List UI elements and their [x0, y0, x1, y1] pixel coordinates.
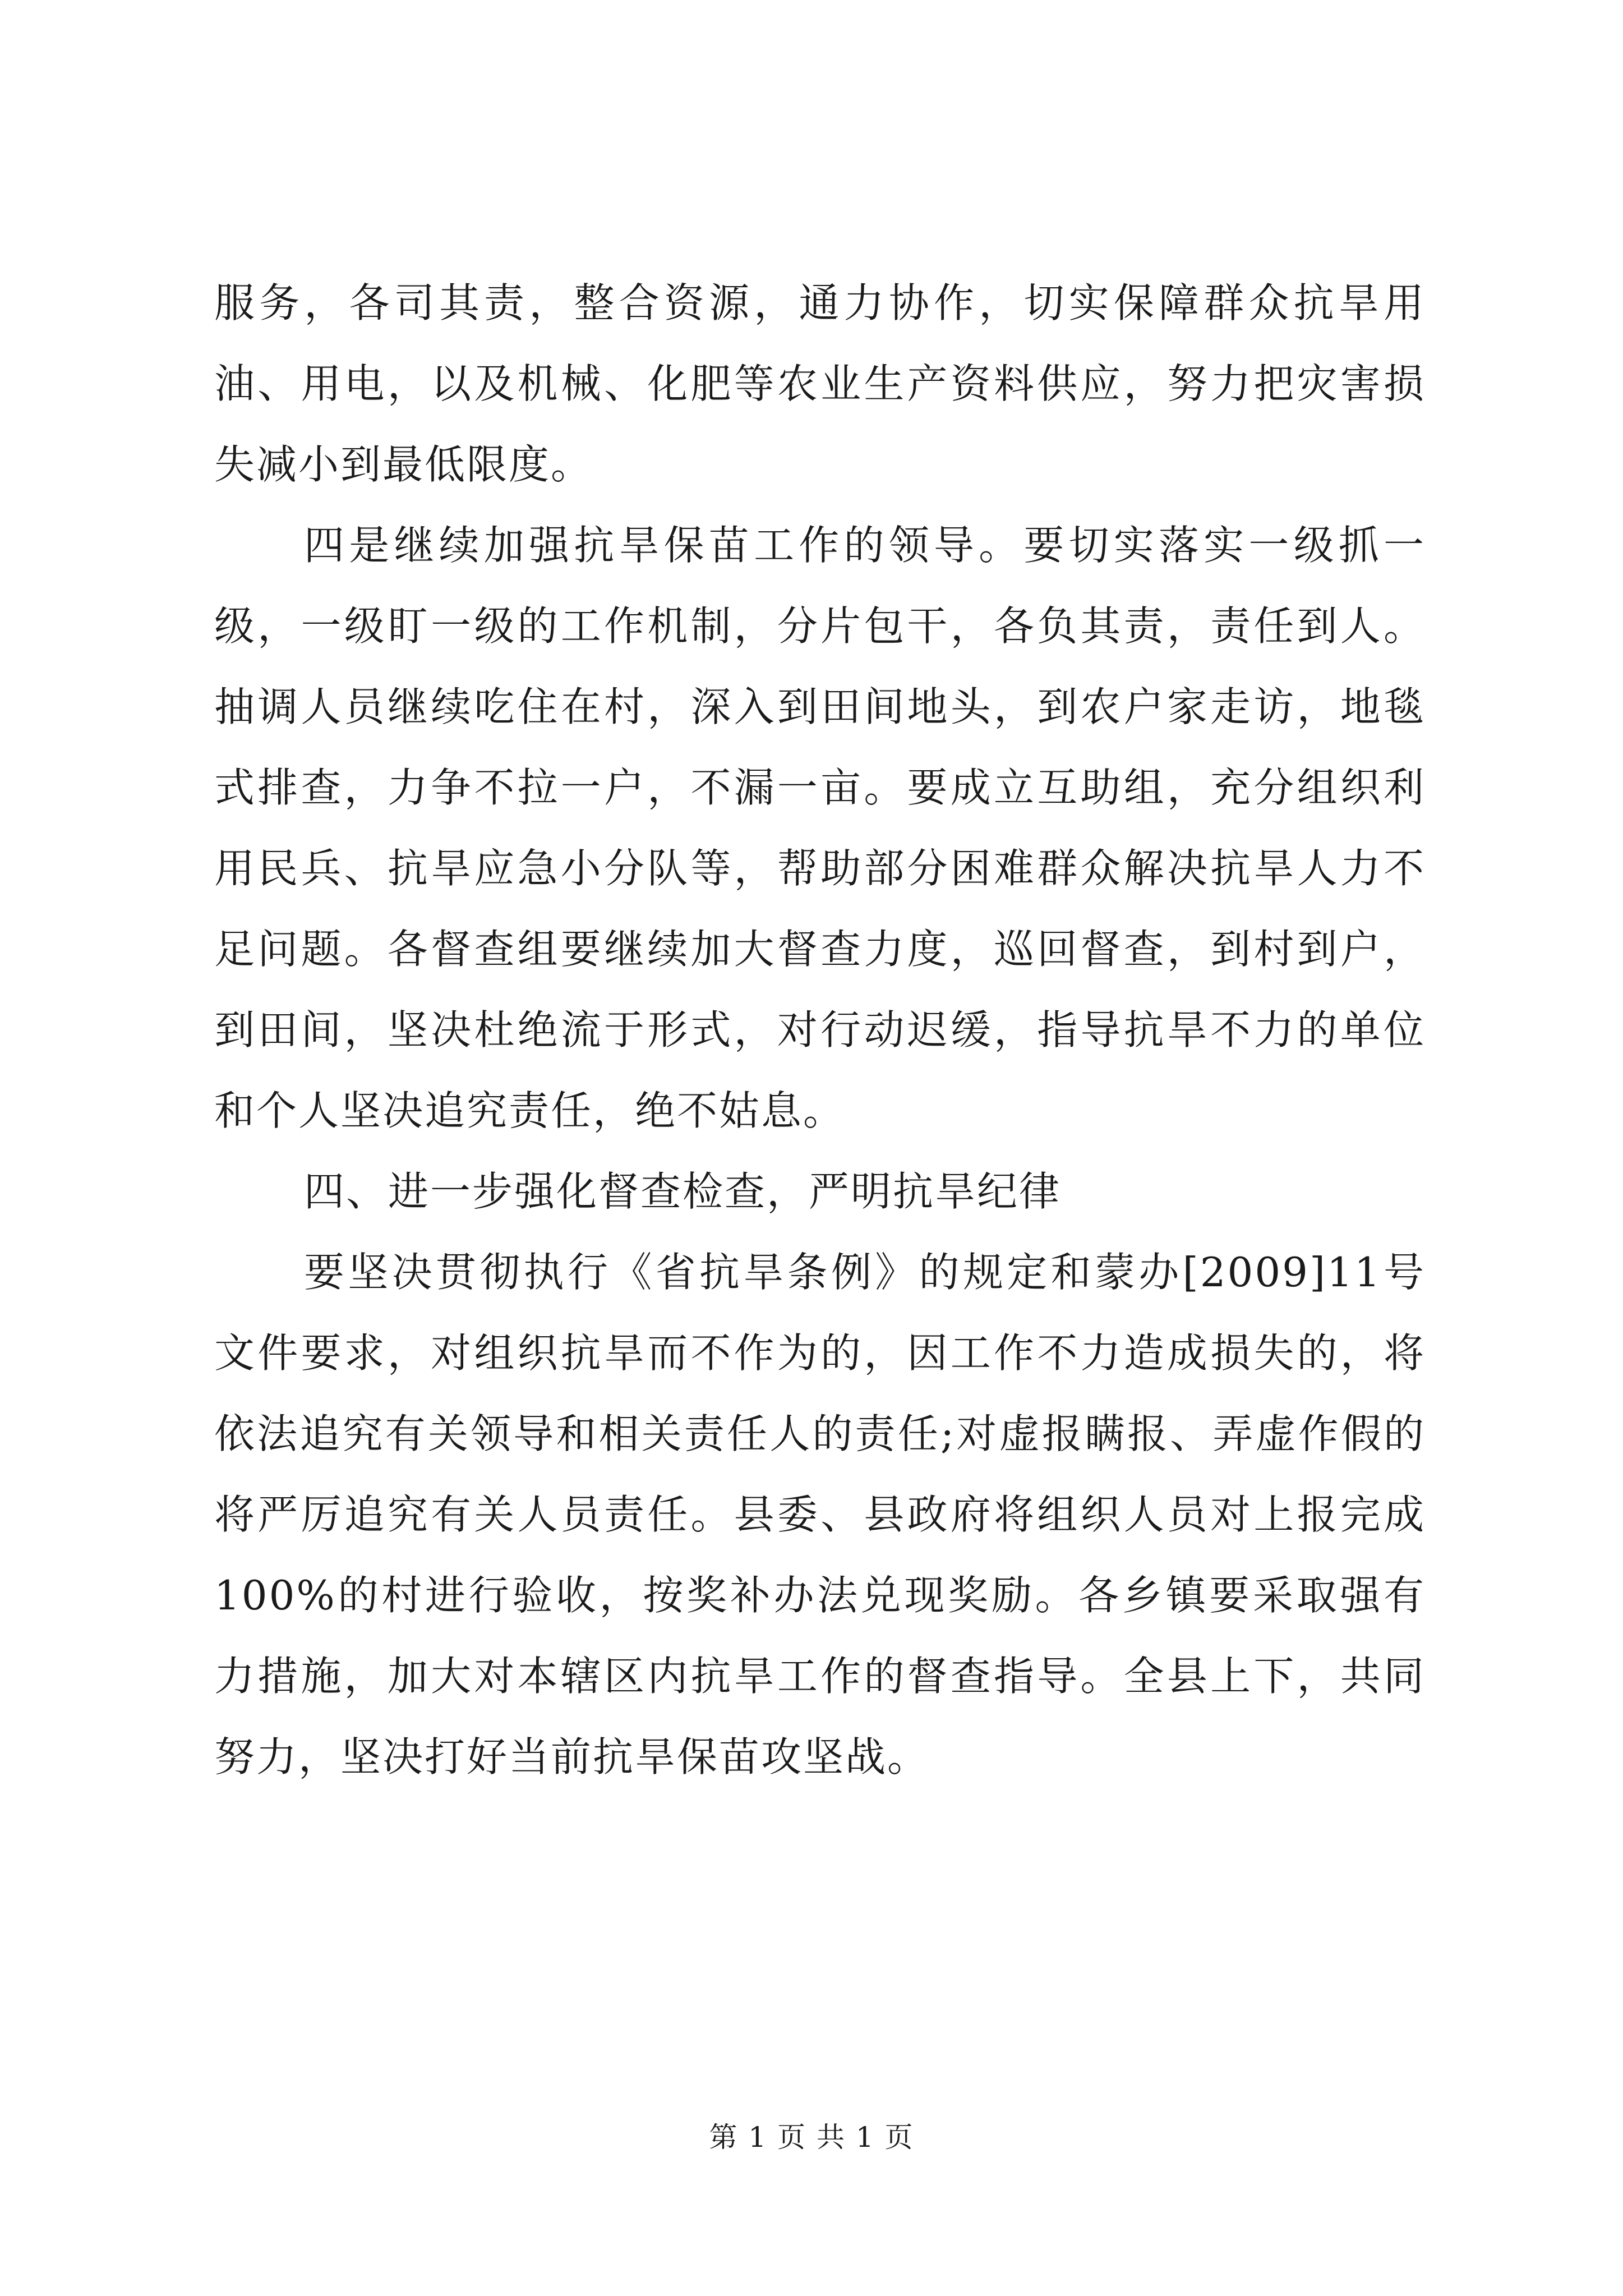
page-footer: 第 1 页 共 1 页: [709, 2121, 914, 2154]
document-body: [214, 263, 1426, 1797]
section-heading: 四、进一步强化督查检查，严明抗旱纪律: [304, 1168, 1062, 1215]
paragraph-continuation: 服务，各司其责，整合资源，通力协作，切实保障群众抗旱用油、用电，以及机械、化肥等农业生产资料供应，努力把灾害损失减小到最低限度。: [214, 279, 1426, 488]
paragraph-discipline: 要坚决贯彻执行《省抗旱条例》的规定和蒙办[2009]11号文件要求，对组织抗旱而不作为的，因工作不力造成损失的，将依法追究有关领导和相关责任人的责任;对虚报瞒报、弄虚作假的将严厉追究有关人员责任。县委、县政府将组织人员对上报完成100%的村进行验收，按奖补办法兑现奖励。各乡镇要采取强有力措施，加大对本辖区内抗旱工作的督查指导。全县上下，共同努力，坚决打好当前抗旱保苗攻坚战。: [214, 1249, 1426, 1780]
paragraph-leadership: 四是继续加强抗旱保苗工作的领导。要切实落实一级抓一级，一级盯一级的工作机制，分片包干，各负其责，责任到人。抽调人员继续吃住在村，深入到田间地头，到农户家走访，地毯式排查，力争不拉一户，不漏一亩。要成立互助组，充分组织利用民兵、抗旱应急小分队等，帮助部分困难群众解决抗旱人力不足问题。各督查组要继续加大督查力度，巡回督查，到村到户，到田间，坚决杜绝流于形式，对行动迟缓，指导抗旱不力的单位和个人坚决追究责任，绝不姑息。: [214, 522, 1426, 1134]
